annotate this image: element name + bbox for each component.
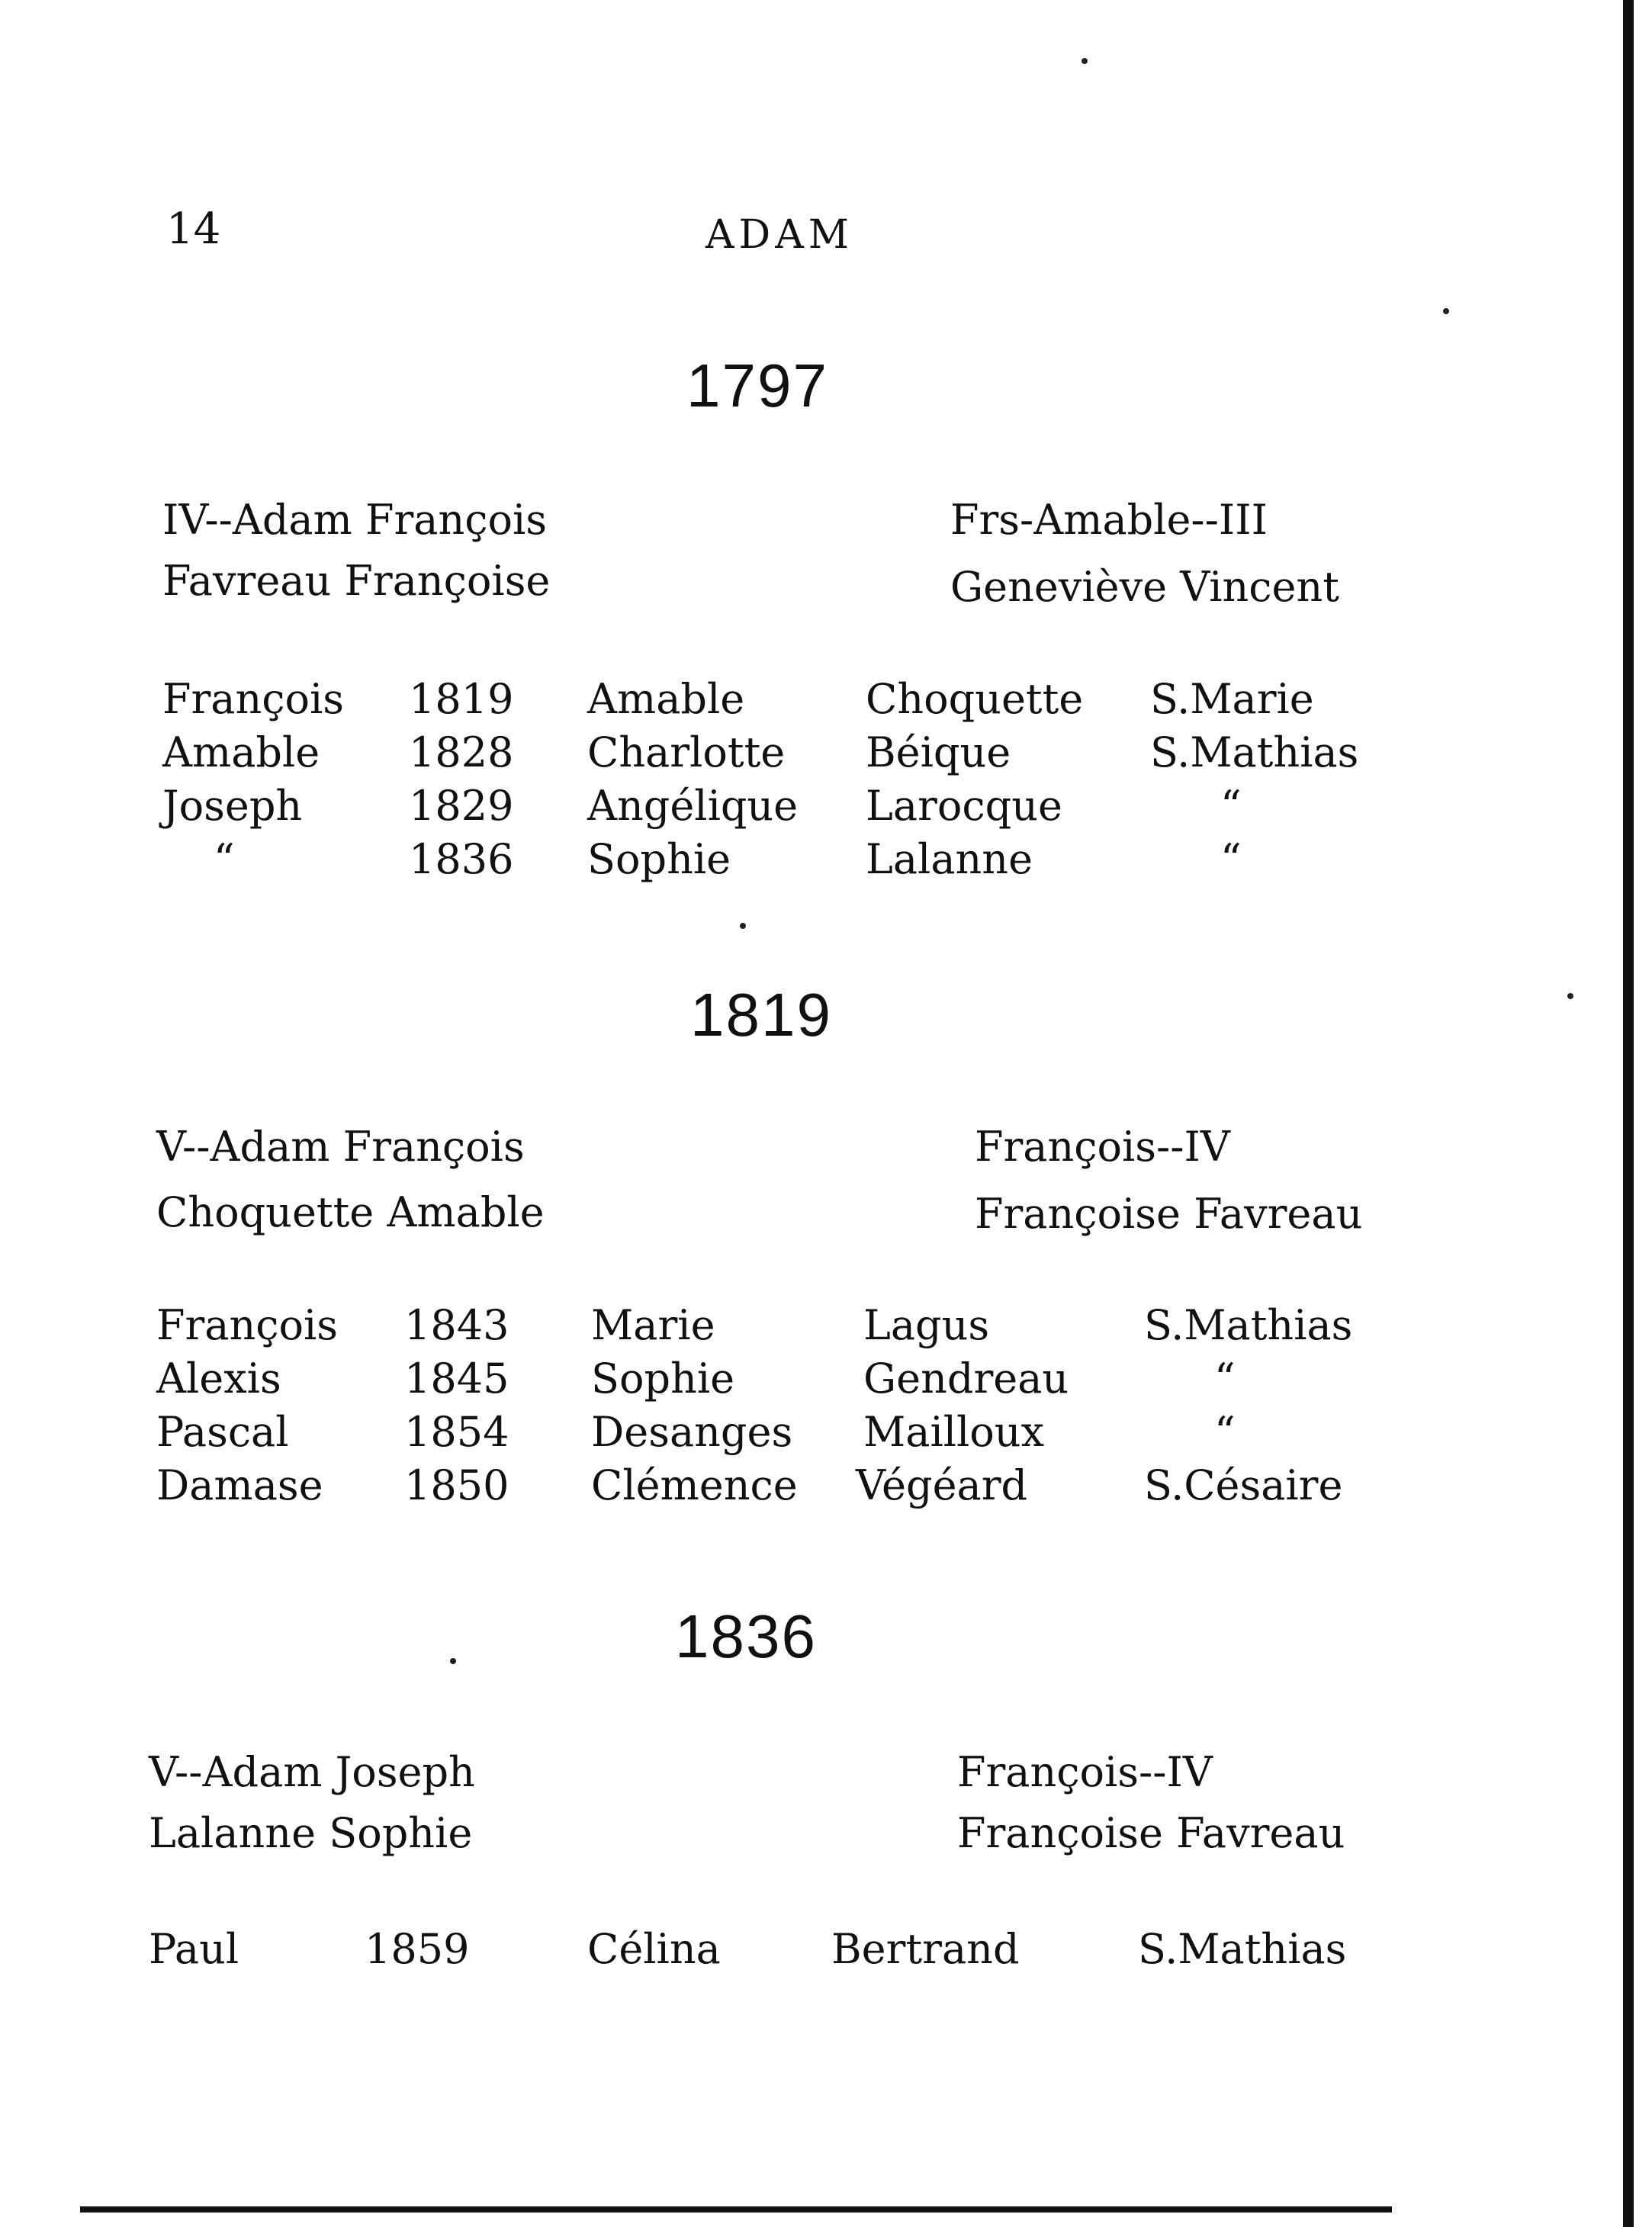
parish: “ (1220, 782, 1242, 830)
scan-edge-line (1623, 0, 1634, 2227)
husband-parents-line: Frs-Amable--III (950, 496, 1268, 544)
parish: S.Mathias (1138, 1925, 1347, 1973)
wife-parents-line: Geneviève Vincent (950, 563, 1339, 611)
spouse-surname: Choquette (866, 675, 1084, 723)
spouse-first-name: Sophie (591, 1355, 735, 1403)
spouse-first-name: Clémence (591, 1461, 798, 1509)
section-year: 1836 (675, 1602, 817, 1670)
spouse-first-name: Charlotte (587, 728, 786, 776)
spouse-first-name: Amable (587, 675, 745, 723)
parish: “ (1214, 1355, 1236, 1403)
page-number: 14 (166, 204, 221, 254)
spouse-first-name: Sophie (587, 835, 731, 883)
husband-parents-line: François--IV (957, 1748, 1213, 1796)
child-name: Amable (162, 728, 320, 776)
child-name: François (162, 675, 344, 723)
section-year: 1819 (690, 981, 832, 1049)
wife-line: Favreau Françoise (162, 557, 551, 605)
husband-line: V--Adam François (156, 1123, 525, 1171)
spouse-surname: Gendreau (863, 1355, 1069, 1403)
child-name: Paul (149, 1925, 239, 1973)
wife-parents-line: Françoise Favreau (957, 1809, 1345, 1857)
parish: S.Marie (1150, 675, 1314, 723)
spouse-surname: Mailloux (863, 1408, 1045, 1456)
child-name: Damase (156, 1461, 323, 1509)
marriage-year: 1829 (409, 782, 514, 830)
spouse-first-name: Marie (591, 1301, 715, 1349)
parish: “ (1214, 1408, 1236, 1456)
parish: S.Césaire (1144, 1461, 1343, 1509)
marriage-year: 1828 (409, 728, 514, 776)
marriage-year: 1850 (404, 1461, 509, 1509)
spouse-surname: Lalanne (866, 835, 1033, 883)
section-year: 1797 (686, 352, 828, 419)
wife-parents-line: Françoise Favreau (975, 1190, 1363, 1238)
spouse-first-name: Célina (587, 1925, 721, 1973)
wife-line: Choquette Amable (156, 1188, 545, 1236)
child-name: Pascal (156, 1408, 289, 1456)
spouse-surname: Larocque (866, 782, 1062, 830)
husband-parents-line: François--IV (975, 1123, 1230, 1171)
child-name: François (156, 1301, 338, 1349)
speck (1082, 58, 1088, 64)
child-name: “ (214, 835, 235, 883)
wife-line: Lalanne Sophie (149, 1809, 473, 1857)
parish: S.Mathias (1150, 728, 1359, 776)
marriage-year: 1819 (409, 675, 514, 723)
parish: “ (1220, 835, 1242, 883)
spouse-surname: Béique (866, 728, 1011, 776)
parish: S.Mathias (1144, 1301, 1353, 1349)
speck (740, 923, 746, 929)
running-title: ADAM (705, 212, 854, 258)
marriage-year: 1836 (409, 835, 514, 883)
marriage-year: 1845 (404, 1355, 509, 1403)
speck (1567, 993, 1573, 999)
bottom-rule (80, 2206, 1392, 2213)
spouse-surname: Végéard (856, 1461, 1028, 1509)
marriage-year: 1859 (365, 1925, 470, 1973)
husband-line: V--Adam Joseph (149, 1748, 475, 1796)
husband-line: IV--Adam François (162, 496, 547, 544)
speck (1443, 308, 1449, 314)
marriage-year: 1854 (404, 1408, 509, 1456)
speck (450, 1658, 456, 1664)
spouse-first-name: Desanges (591, 1408, 793, 1456)
spouse-surname: Bertrand (831, 1925, 1020, 1973)
spouse-surname: Lagus (863, 1301, 990, 1349)
child-name: Joseph (162, 782, 303, 830)
child-name: Alexis (156, 1355, 281, 1403)
spouse-first-name: Angélique (587, 782, 799, 830)
marriage-year: 1843 (404, 1301, 509, 1349)
